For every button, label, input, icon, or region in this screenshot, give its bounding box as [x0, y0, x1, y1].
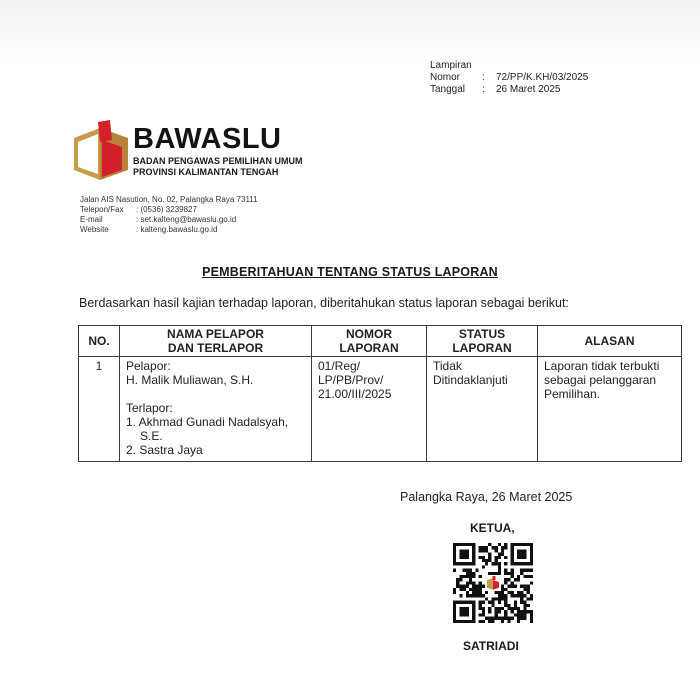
qr-code-icon[interactable] [453, 543, 533, 623]
email-row [80, 215, 258, 225]
attachment-number-separator: : [482, 72, 485, 83]
header-report-number [312, 326, 427, 357]
top-shadow [0, 0, 700, 60]
attachment-number-value: 72/PP/K.KH/03/2025 [496, 72, 589, 83]
header-report-number-line-2: LAPORAN [339, 341, 399, 355]
attachment-label: Lampiran [430, 60, 472, 71]
email-label: E-mail [80, 215, 103, 224]
brand-subtitle [133, 156, 303, 178]
header-report-status-line-2: LAPORAN [452, 341, 512, 355]
phone-row [80, 205, 258, 215]
brand-subtitle-line-1: BADAN PENGAWAS PEMILIHAN UMUM [133, 156, 303, 166]
reported-name-2: 2. Sastra Jaya [126, 443, 203, 457]
signer-title: KETUA, [470, 521, 515, 535]
reporter-name: H. Malik Muliawan, S.H. [126, 373, 254, 387]
table-row [79, 357, 682, 462]
reporter-label: Pelapor: [126, 359, 171, 373]
report-number-line-3: 21.00/III/2025 [318, 387, 392, 401]
reported-label: Terlapor: [126, 401, 173, 415]
attachment-date-label: Tanggal [430, 84, 466, 95]
website-label: Website [80, 225, 109, 234]
phone-value: : (0536) 3239827 [136, 205, 197, 214]
attachment-date-row [430, 84, 588, 96]
attachment-date-value: 26 Maret 2025 [496, 84, 561, 95]
intro-text: Berdasarkan hasil kajian terhadap laporan, diberitahukan status laporan sebagai berikut: [79, 296, 569, 310]
attachment-block [430, 60, 588, 96]
header-report-status-line-1: STATUS [458, 327, 506, 341]
report-status-line-1: Tidak [433, 359, 462, 373]
place-date: Palangka Raya, 26 Maret 2025 [400, 490, 573, 504]
row-reason: Laporan tidak terbukti sebagai pelanggaran Pemilihan. [538, 357, 682, 462]
attachment-number-label: Nomor [430, 72, 461, 83]
reported-name-1: 1. Akhmad Gunadi Nadalsyah, S.E. [126, 415, 289, 443]
contact-block [80, 195, 258, 235]
header-report-status [427, 326, 538, 357]
report-status-line-2: Ditindaklanjuti [433, 373, 508, 387]
email-value: : set.kalteng@bawaslu.go.id [136, 215, 237, 224]
header-names-line-1: NAMA PELAPOR [167, 327, 264, 341]
report-number-line-2: LP/PB/Prov/ [318, 373, 384, 387]
attachment-date-separator: : [482, 84, 485, 95]
row-names [120, 357, 312, 462]
header-names-line-2: DAN TERLAPOR [167, 341, 264, 355]
address: Jalan AIS Nasution, No. 02, Palangka Raya 73111 [80, 195, 258, 204]
row-report-status [427, 357, 538, 462]
signer-name: SATRIADI [463, 639, 519, 653]
table-header-row [79, 326, 682, 357]
row-report-number [312, 357, 427, 462]
attachment-number-row [430, 72, 588, 84]
brand-name: BAWASLU [133, 123, 282, 155]
header-report-number-line-1: NOMOR [346, 327, 392, 341]
bawaslu-logo-icon [72, 120, 130, 182]
report-number-line-1: 01/Reg/ [318, 359, 361, 373]
header-no: NO. [79, 326, 120, 357]
brand-subtitle-line-2: PROVINSI KALIMANTAN TENGAH [133, 167, 279, 177]
header-reason: ALASAN [538, 326, 682, 357]
row-number: 1 [79, 357, 120, 462]
header-names [120, 326, 312, 357]
report-status-table [78, 325, 682, 462]
phone-label: Telepon/Fax [80, 205, 124, 214]
website-value: : kalteng.bawaslu.go.id [136, 225, 218, 234]
document-title: PEMBERITAHUAN TENTANG STATUS LAPORAN [202, 265, 498, 279]
website-row [80, 225, 258, 235]
